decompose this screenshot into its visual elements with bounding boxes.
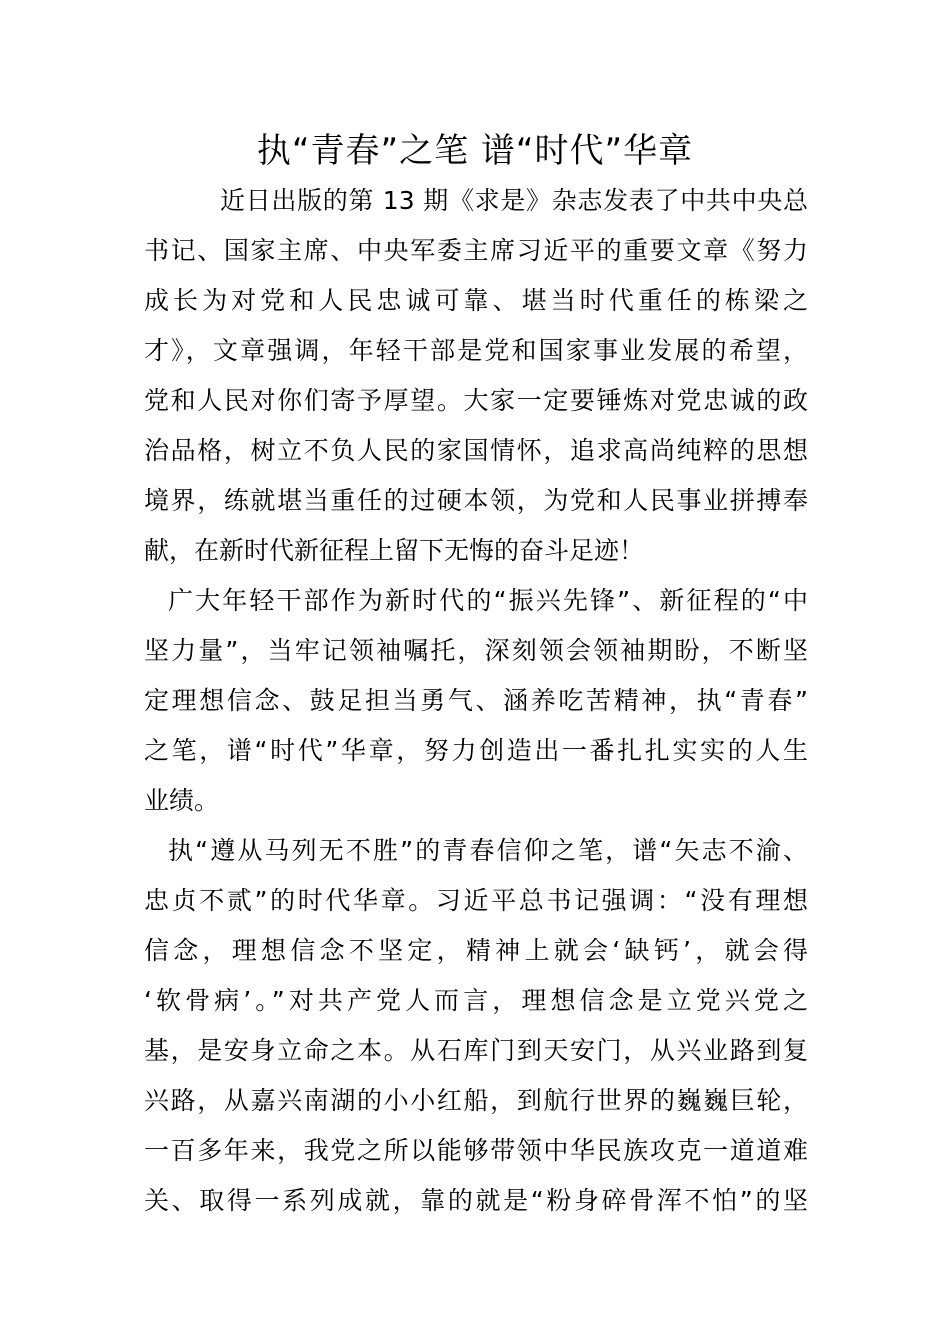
paragraph-3-line-8: 关、取得一系列成就，靠的就是“粉身碎骨浑不怕”的坚 [144,1186,808,1215]
paragraph-3-line-7: 一百多年来，我党之所以能够带领中华民族攻克一道道难 [144,1136,808,1165]
paragraph-2-line-1: 广大年轻干部作为新时代的“振兴先锋”、新征程的“中 [168,586,808,615]
paragraph-2-line-3: 定理想信念、鼓足担当勇气、涵养吃苦精神，执“青春” [144,686,808,715]
paragraph-3-line-3: 信念，理想信念不坚定，精神上就会‘缺钙’，就会得 [144,936,808,965]
paragraph-3-line-2: 忠贞不贰”的时代华章。习近平总书记强调：“没有理想 [144,886,808,915]
paragraph-1-line-5: 党和人民对你们寄予厚望。大家一定要锤炼对党忠诚的政 [144,386,808,415]
paragraph-1-line-3: 成长为对党和人民忠诚可靠、堪当时代重任的栋梁之 [144,286,808,315]
document-title: 执“青春”之笔 谱“时代”华章 [256,131,694,171]
paragraph-1-line-8: 献，在新时代新征程上留下无悔的奋斗足迹！ [144,536,645,565]
paragraph-3-line-4: ‘软骨病’。”对共产党人而言，理想信念是立党兴党之 [144,986,808,1015]
paragraph-3-line-1: 执“遵从马列无不胜”的青春信仰之笔，谱“矢志不渝、 [168,836,808,865]
paragraph-1-line-2: 书记、国家主席、中央军委主席习近平的重要文章《努力 [144,236,808,265]
paragraph-1-line-6: 治品格，树立不负人民的家国情怀，追求高尚纯粹的思想 [144,436,808,465]
paragraph-1-line-1: 近日出版的第 13 期《求是》杂志发表了中共中央总 [220,186,808,215]
paragraph-1-line-4: 才》，文章强调，年轻干部是党和国家事业发展的希望， [144,336,808,365]
paragraph-2-line-4: 之笔，谱“时代”华章，努力创造出一番扎扎实实的人生 [144,736,808,765]
paragraph-3-line-6: 兴路，从嘉兴南湖的小小红船，到航行世界的巍巍巨轮， [144,1086,808,1115]
paragraph-1-line-7: 境界，练就堪当重任的过硬本领，为党和人民事业拼搏奉 [144,486,808,515]
paragraph-2-line-2: 坚力量”，当牢记领袖嘱托，深刻领会领袖期盼，不断坚 [144,636,808,665]
paragraph-3-line-5: 基，是安身立命之本。从石库门到天安门，从兴业路到复 [144,1036,808,1065]
paragraph-2-line-5: 业绩。 [144,786,220,815]
